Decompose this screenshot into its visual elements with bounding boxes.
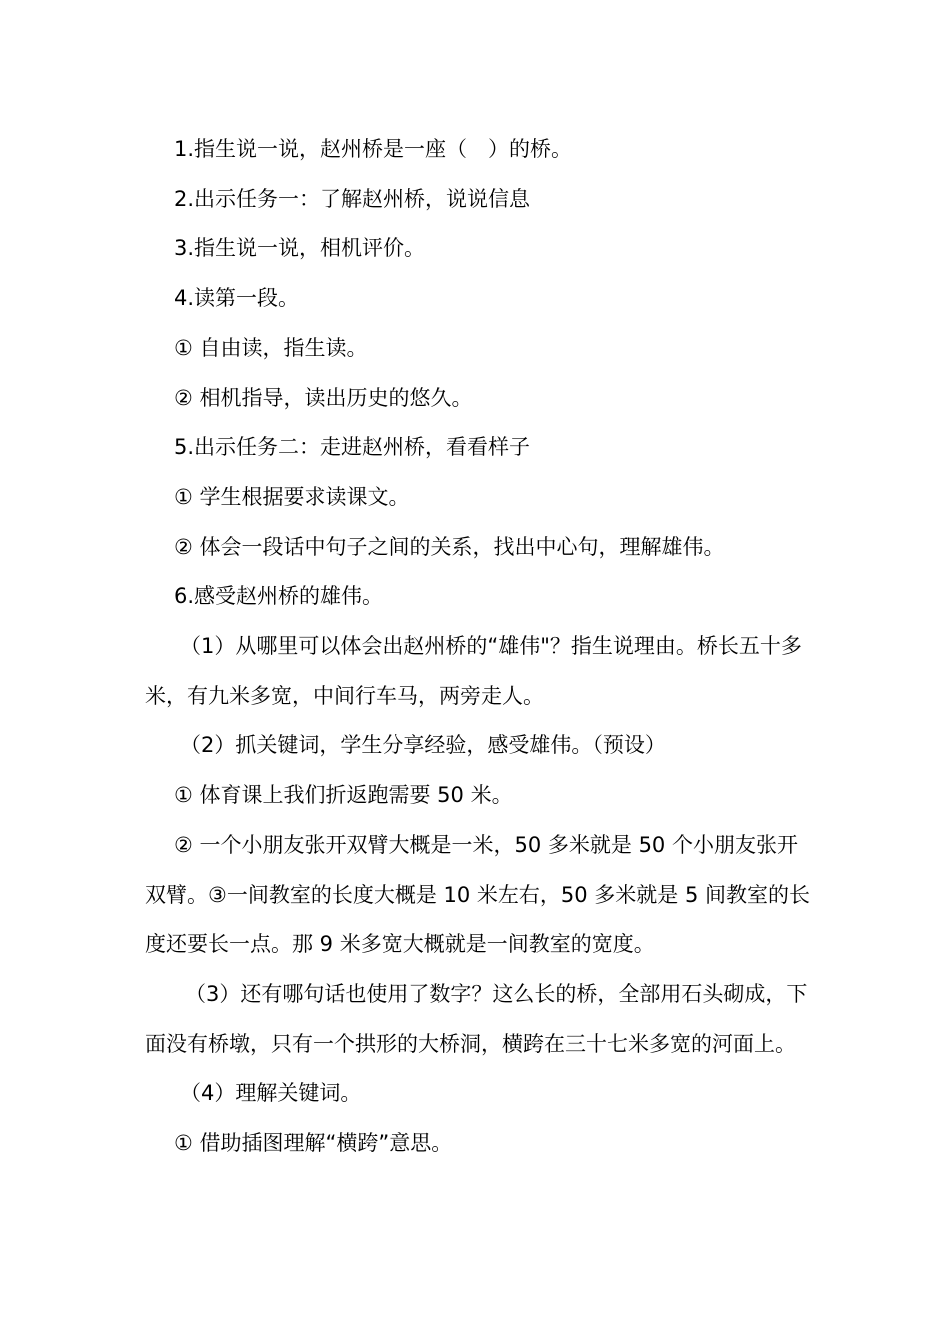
step-6-part-2-sub-2: ② 一个小朋友张开双臂大概是一米，50 多米就是 50 个小朋友张开双臂。③一间教室的长度大概是 10 米左右，50 多米就是 5 间教室的长度还要长一点。那 9 米多宽大概就是一间教室的宽度。 — [145, 832, 811, 957]
step-1-text: 1.指生说一说，赵州桥是一座（ ）的桥。 — [174, 137, 573, 161]
step-4-text: 4.读第一段。 — [174, 286, 300, 311]
document-page — [145, 125, 810, 1169]
step-6-part-1: （1）从哪里可以体会出赵州桥的“雄伟"？指生说理由。桥长五十多米，有九米多宽，中间行车马，两旁走人。 — [145, 634, 802, 708]
step-5-text: 5.出示任务二：走进赵州桥，看看样子 — [174, 435, 531, 460]
step-6-text: 6.感受赵州桥的雄伟。 — [174, 584, 384, 609]
step-6-part-4: （4）理解关键词。 — [180, 1081, 362, 1106]
step-6-part-2: （2）抓关键词，学生分享经验，感受雄伟。（预设） — [180, 733, 666, 758]
step-4-sub-1: ① 自由读，指生读。 — [174, 335, 368, 360]
step-6-part-2-sub-1: ① 体育课上我们折返跑需要 50 米。 — [174, 783, 513, 808]
step-6-part-4-sub-1: ① 借助插图理解“横跨”意思。 — [174, 1131, 453, 1156]
step-2-text: 2.出示任务一：了解赵州桥，说说信息 — [174, 186, 531, 211]
step-5-sub-1: ① 学生根据要求读课文。 — [174, 484, 410, 509]
step-4-sub-2: ② 相机指导，读出历史的悠久。 — [174, 385, 473, 410]
step-3-text: 3.指生说一说，相机评价。 — [174, 236, 426, 261]
step-5-sub-2: ② 体会一段话中句子之间的关系，找出中心句，理解雄伟。 — [174, 534, 725, 559]
step-6-part-3: （3）还有哪句话也使用了数字？这么长的桥，全部用石头砌成，下面没有桥墩，只有一个拱形的大桥洞，横跨在三十七米多宽的河面上。 — [145, 981, 808, 1056]
